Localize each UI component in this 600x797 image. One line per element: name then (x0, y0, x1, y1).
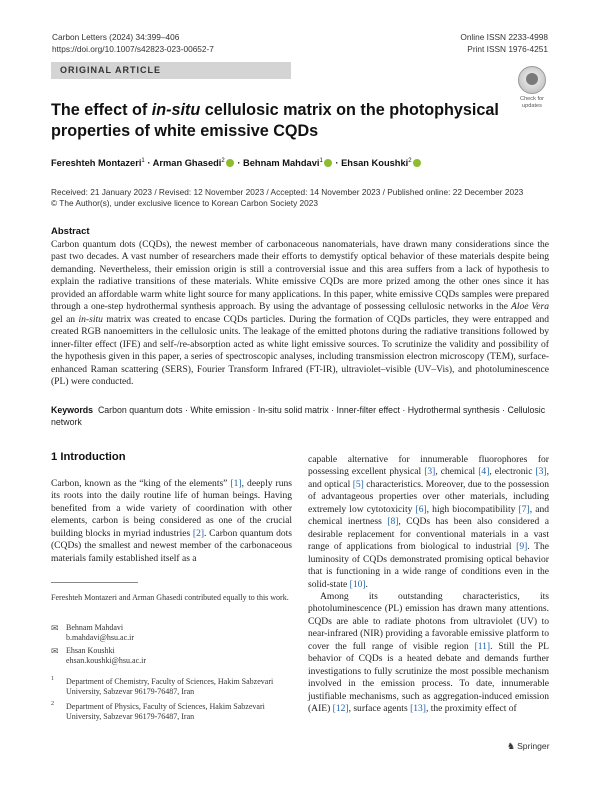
citation-link[interactable]: [9] (516, 541, 528, 553)
text-run: , chemical (435, 466, 479, 478)
citation-link[interactable]: [6] (415, 503, 427, 515)
text-run: , the proximity effect of (425, 703, 517, 715)
issn-header (460, 31, 548, 55)
text-run: Among its outstanding characteristics, its photoluminescence (PL) emission has drawn many attentions. CQDs are able to radiate photons from ultraviolet (UV) to near-infrared (NIR) providing a favorable emissive platform to cover the full range of visible region (308, 590, 549, 652)
text-run: , electronic (489, 466, 536, 478)
author-name[interactable]: Fereshteh Montazeri (51, 158, 142, 169)
text-run: Carbon, known as the “king of the elements” (51, 478, 231, 489)
text-run: , and optical (308, 466, 549, 490)
affiliation-number: 1 (51, 676, 54, 682)
envelope-icon[interactable]: ✉ (51, 624, 59, 634)
contact-name: Behnam Mahdavi (66, 623, 124, 632)
publisher-logo (507, 741, 550, 752)
orcid-icon[interactable] (324, 159, 332, 167)
keywords-text: Carbon quantum dots · White emission · In-situ solid matrix · Inner-filter effect · Hydrothermal synthesis · Cellulosic network (51, 405, 546, 428)
doi-link[interactable]: https://doi.org/10.1007/s42823-023-00652-7 (52, 44, 214, 54)
text-run: . Carbon quantum dots (CQDs) the smallest and newest member of the carbonaceous materials family established itself as a (51, 527, 292, 564)
intro-right-column (308, 454, 549, 716)
online-issn: Online ISSN 2233-4998 (460, 32, 548, 42)
citation-link[interactable]: [3] (424, 466, 436, 478)
envelope-icon[interactable]: ✉ (51, 647, 59, 657)
abstract-part: Carbon quantum dots (CQDs), the newest member of carbonaceous nanomaterials, have drawn many considerations since the past two decades. A vast number of researchers made their efforts to demystify optical behavior of these materials despite being demanding. Nevertheless, their emission origin is still a controversial issue and this area suffers from a lack of hypothesis to explain the radiative transitions of these materials. White emissive CQDs are more prized among the other ones since it has provided an affordable warm white light source for many applications. In this paper, white emissive CQDs samples were prepared through a one-step hydrothermal synthesis approach. By using the advantage of possessing cellulosic networks in the (51, 239, 549, 313)
author-list (51, 155, 422, 169)
citation-link[interactable]: [3] (535, 466, 547, 478)
citation-link[interactable]: [4] (478, 466, 490, 478)
title-part2: cellulosic matrix on the photophysical properties of white emissive CQDs (51, 101, 499, 140)
citation-link[interactable]: [8] (387, 516, 399, 528)
author-separator: · (234, 158, 243, 169)
contribution-note: Fereshteh Montazeri and Arman Ghasedi contributed equally to this work. (51, 593, 289, 602)
check-updates-line1: Check for (520, 96, 544, 102)
text-run: . Still the PL behavior of CQDs is a heated debate and demands further investigations to fully scrutinize the most possible mechanism involved in the emission process. To date, innumerable justifiable mechanisms, such as aggregation-induced emission (AIE) (308, 640, 549, 715)
orcid-icon[interactable] (413, 159, 421, 167)
text-run: . (365, 578, 368, 590)
orcid-icon[interactable] (226, 159, 234, 167)
author-name[interactable]: Ehsan Koushki (341, 158, 409, 169)
title-part1: The effect of (51, 101, 152, 119)
crossmark-icon (518, 66, 546, 94)
citation-link[interactable]: [7] (518, 503, 530, 515)
author-affil-sup: 2 (221, 158, 225, 164)
author-name[interactable]: Arman Ghasedi (152, 158, 222, 169)
affiliation-text: Department of Physics, Faculty of Sciences, Hakim Sabzevari University, Sabzevar 96179-76487, Iran (66, 702, 265, 721)
keywords-label: Keywords (51, 405, 94, 415)
abstract-italic: Aloe Vera (510, 301, 549, 313)
affiliation-text: Department of Chemistry, Faculty of Sciences, Hakim Sabzevari University, Sabzevar 96179-76487, Iran (66, 677, 274, 696)
article-title (51, 100, 521, 142)
print-issn: Print ISSN 1976-4251 (467, 44, 548, 54)
check-updates-line2: updates (522, 102, 542, 109)
citation-link[interactable]: [11] (474, 640, 491, 652)
text-run: . The luminosity of CQDs demonstrated promising optical behavior that is functioning in a wide range of conditions even in the solid-state (308, 541, 549, 590)
abstract-italic: in-situ (78, 313, 103, 325)
intro-left-paragraph (51, 478, 292, 565)
author-affil-sup: 2 (408, 158, 412, 164)
text-run: , CQDs has been also considered a desirable replacement for conventional materials in a vast range of applications from biological to industrial (308, 516, 549, 553)
contact-block (66, 623, 292, 643)
author-affil-sup: 1 (141, 158, 145, 164)
contact-name: Ehsan Koushki (66, 646, 115, 655)
journal-header (52, 31, 214, 55)
citation-link[interactable]: [13] (410, 703, 426, 715)
author-separator: · (332, 158, 342, 169)
abstract-part: gel an (51, 313, 79, 325)
author-separator: · (144, 158, 153, 169)
footnote-divider (51, 582, 138, 583)
contact-email[interactable]: ehsan.koushki@hsu.ac.ir (66, 655, 147, 665)
contact-block (66, 646, 292, 666)
contact-email[interactable]: b.mahdavi@hsu.ac.ir (66, 632, 135, 642)
citation-link[interactable]: [10] (349, 578, 366, 590)
author-affil-sup: 1 (319, 158, 323, 164)
affiliation-number: 2 (51, 701, 54, 707)
copyright-line: © The Author(s), under exclusive licence to Korean Carbon Society 2023 (51, 198, 318, 208)
text-run: , surface agents (348, 703, 411, 715)
keywords (51, 404, 549, 429)
abstract-text (51, 239, 549, 388)
publisher-name: Springer (517, 741, 550, 751)
citation-link[interactable]: [1] (230, 478, 242, 489)
citation-link[interactable]: [12] (332, 703, 349, 715)
section-heading: 1 Introduction (51, 451, 126, 463)
text-run: , deeply runs its roots into the daily routine life of human beings. Having benefited from a wide variety of coordination with other elements, carbon is being considered as one of the crucial building blocks in myriad industries (51, 478, 292, 539)
intro-right-paragraph-2 (308, 591, 549, 716)
journal-citation: Carbon Letters (2024) 34:399–406 (52, 32, 180, 42)
abstract-heading: Abstract (51, 226, 90, 237)
intro-right-paragraph-1 (308, 454, 549, 591)
article-type-badge: ORIGINAL ARTICLE (51, 62, 291, 79)
publication-dates (51, 187, 523, 209)
text-run: , high biocompatibility (426, 503, 519, 515)
author-name[interactable]: Behnam Mahdavi (243, 158, 320, 169)
citation-link[interactable]: [5] (352, 478, 364, 490)
title-italic: in-situ (151, 101, 201, 119)
text-run: capable alternative for innumerable fluorophores for possessing excellent physical (308, 454, 549, 478)
springer-horse-icon: ♞ (507, 742, 516, 752)
text-run: , and chemical inertness (308, 503, 549, 528)
text-run: characteristics. Moreover, due to the possession of advantageous properties over other materials, including extremely low cytotoxicity (308, 478, 549, 515)
history-dates: Received: 21 January 2023 / Revised: 12 November 2023 / Accepted: 14 November 2023 / Published online: 22 December 2023 (51, 187, 524, 197)
abstract-part: matrix was created to encase CQDs particles. During the formation of CQDs particles, they were entrapped and created RGB nanoemitters in the cellulosic units. The leakage of the emitted photons during the radiative transitions followed by inner-filter effect (IFE) and self-/re-absorption acted as white light emissive sources. To scrutinize the validity and possibility of the hypothesis given in this paper, a series of spectroscopic analyses, including transmission electron microscopy (TEM), surface-enhanced Raman scattering (SERS), Fourier Transform Infrared (FT-IR), ultraviolet–visible (UV–Vis), and photoluminescence (PL) were conducted. (51, 313, 549, 387)
citation-link[interactable]: [2] (192, 527, 205, 539)
